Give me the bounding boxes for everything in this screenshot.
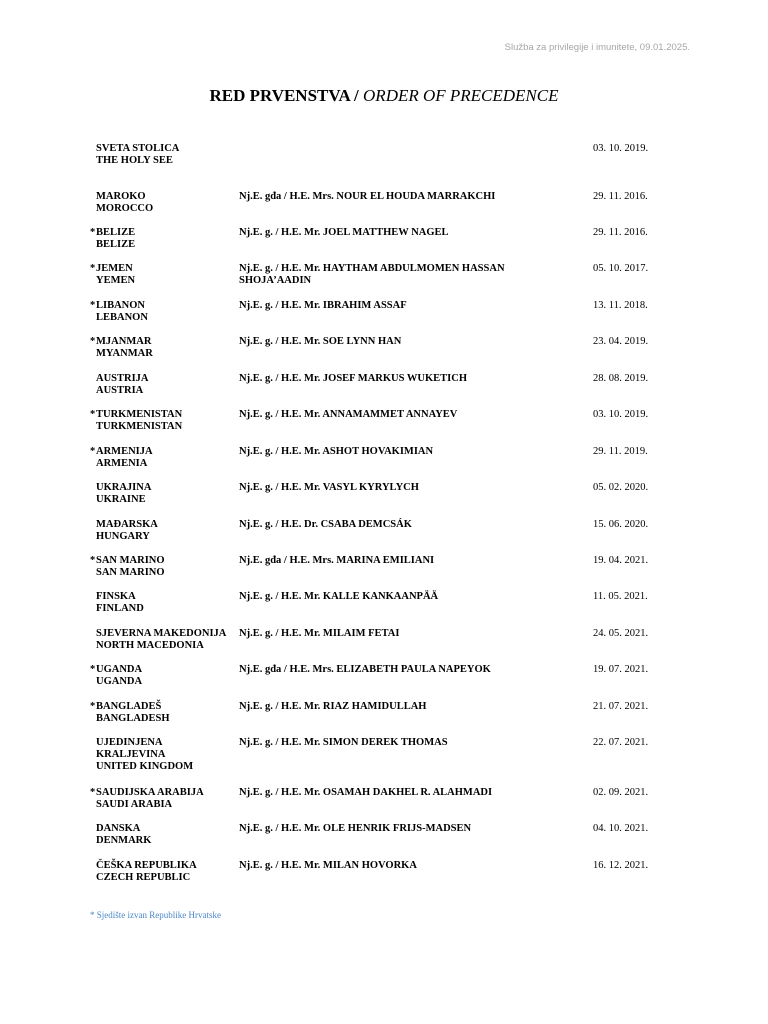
ambassador-name: Nj.E. g. / H.E. Mr. ASHOT HOVAKIMIAN (239, 446, 434, 457)
country-name-croatian (90, 519, 240, 531)
country-hr-text: BELIZE (96, 227, 136, 238)
country-name (90, 519, 240, 543)
country-hr-text: SAN MARINO (96, 555, 165, 566)
country-name-croatian (90, 300, 240, 312)
country-name-croatian (90, 191, 240, 203)
country-name-croatian (90, 227, 240, 239)
credential-date: 16. 12. 2021. (593, 860, 649, 871)
credential-date: 02. 09. 2021. (593, 787, 649, 798)
seat-abroad-marker: * (90, 300, 96, 311)
country-hr-text: FINSKA (96, 591, 136, 602)
credential-date: 03. 10. 2019. (593, 143, 649, 154)
country-name-croatian (90, 143, 240, 155)
credential-date: 29. 11. 2019. (593, 446, 648, 457)
credential-date: 13. 11. 2018. (593, 300, 648, 311)
ambassador-name: Nj.E. g. / H.E. Dr. CSABA DEMCSÁK (239, 519, 412, 530)
ambassador-name: Nj.E. g. / H.E. Mr. SIMON DEREK THOMAS (239, 737, 448, 748)
title-english: ORDER OF PRECEDENCE (363, 86, 559, 105)
credential-date: 29. 11. 2016. (593, 191, 648, 202)
country-name-croatian (90, 555, 240, 567)
country-name-croatian (90, 446, 240, 458)
ambassador-name: Nj.E. g. / H.E. Mr. MILAIM FETAI (239, 628, 400, 639)
country-name-croatian (90, 701, 240, 713)
country-name-english: BELIZE (96, 239, 136, 250)
country-name-english: LEBANON (96, 312, 148, 323)
country-hr-text: MAĐARSKA (96, 519, 158, 530)
country-hr-text: MAROKO (96, 191, 146, 202)
country-hr-text: BANGLADEŠ (96, 701, 162, 712)
ambassador-name: Nj.E. g. / H.E. Mr. IBRAHIM ASSAF (239, 300, 407, 311)
ambassador-name: Nj.E. g. / H.E. Mr. JOSEF MARKUS WUKETICH (239, 373, 468, 384)
country-name-croatian (90, 737, 240, 761)
country-name-english: MOROCCO (96, 203, 154, 214)
country-name-english: DENMARK (96, 835, 152, 846)
country-name-english: BANGLADESH (96, 713, 170, 724)
ambassador-name: Nj.E. gđa / H.E. Mrs. NOUR EL HOUDA MARRAKCHI (239, 191, 496, 202)
country-name-croatian (90, 787, 240, 799)
country-name-english: UGANDA (96, 676, 143, 687)
country-name (90, 860, 240, 884)
country-name-english: NORTH MACEDONIA (96, 640, 204, 651)
country-name-english: MYANMAR (96, 348, 153, 359)
country-name-english: HUNGARY (96, 531, 150, 542)
country-name-croatian (90, 409, 240, 421)
country-name-croatian (90, 628, 240, 640)
country-name-english: YEMEN (96, 275, 136, 286)
ambassador-name: Nj.E. g. / H.E. Mr. VASYL KYRYLYCH (239, 482, 419, 493)
country-hr-text: LIBANON (96, 300, 146, 311)
country-hr-text: SJEVERNA MAKEDONIJA (96, 628, 227, 639)
credential-date: 23. 04. 2019. (593, 336, 649, 347)
country-name-croatian (90, 482, 240, 494)
credential-date: 22. 07. 2021. (593, 737, 649, 748)
country-name-english: THE HOLY SEE (96, 155, 173, 166)
country-name-croatian (90, 336, 240, 348)
country-name-english: CZECH REPUBLIC (96, 872, 191, 883)
country-hr-text: AUSTRIJA (96, 373, 149, 384)
credential-date: 05. 02. 2020. (593, 482, 649, 493)
country-name (90, 409, 240, 433)
credential-date: 19. 07. 2021. (593, 664, 649, 675)
country-name-croatian (90, 591, 240, 603)
seat-abroad-marker: * (90, 263, 96, 274)
ambassador-name: Nj.E. gđa / H.E. Mrs. ELIZABETH PAULA NAPEYOK (239, 664, 491, 675)
country-name-english: SAN MARINO (96, 567, 165, 578)
country-hr-text: SVETA STOLICA (96, 143, 180, 154)
country-name-english: ARMENIA (96, 458, 148, 469)
ambassador-name: Nj.E. g. / H.E. Mr. OSAMAH DAKHEL R. ALAHMADI (239, 787, 493, 798)
ambassador-name: Nj.E. g. / H.E. Mr. ANNAMAMMET ANNAYEV (239, 409, 458, 420)
country-name (90, 628, 240, 652)
credential-date: 04. 10. 2021. (593, 823, 649, 834)
country-hr-text: ČEŠKA REPUBLIKA (96, 860, 197, 871)
seat-abroad-marker: * (90, 336, 96, 347)
country-name (90, 823, 240, 847)
seat-abroad-marker: * (90, 446, 96, 457)
credential-date: 15. 06. 2020. (593, 519, 649, 530)
ambassador-name: Nj.E. g. / H.E. Mr. MILAN HOVORKA (239, 860, 417, 871)
country-hr-text: SAUDIJSKA ARABIJA (96, 787, 204, 798)
credential-date: 29. 11. 2016. (593, 227, 648, 238)
country-name-english: UKRAINE (96, 494, 146, 505)
country-hr-text: UJEDINJENA KRALJEVINA (96, 737, 166, 760)
footnote: * Sjedište izvan Republike Hrvatske (90, 910, 221, 920)
credential-date: 19. 04. 2021. (593, 555, 649, 566)
country-name (90, 701, 240, 725)
country-hr-text: TURKMENISTAN (96, 409, 183, 420)
country-hr-text: MJANMAR (96, 336, 152, 347)
country-name-english: SAUDI ARABIA (96, 799, 173, 810)
title-croatian: RED PRVENSTVA / (209, 86, 364, 105)
country-name-croatian (90, 823, 240, 835)
credential-date: 28. 08. 2019. (593, 373, 649, 384)
country-name (90, 787, 240, 811)
credential-date: 24. 05. 2021. (593, 628, 649, 639)
country-name (90, 263, 240, 287)
country-name (90, 591, 240, 615)
seat-abroad-marker: * (90, 664, 96, 675)
page-title (0, 86, 768, 106)
country-hr-text: ARMENIJA (96, 446, 153, 457)
country-name (90, 482, 240, 506)
country-hr-text: UKRAJINA (96, 482, 152, 493)
country-name-croatian (90, 373, 240, 385)
country-name (90, 446, 240, 470)
country-name (90, 555, 240, 579)
ambassador-name: Nj.E. g. / H.E. Mr. HAYTHAM ABDULMOMEN HASSAN SHOJA’AADIN (239, 263, 505, 286)
country-name (90, 143, 240, 167)
ambassador-name: Nj.E. g. / H.E. Mr. OLE HENRIK FRIJS-MADSEN (239, 823, 472, 834)
page-header: Služba za privilegije i imunitete, 09.01.2025. (504, 42, 690, 53)
credential-date: 21. 07. 2021. (593, 701, 649, 712)
country-hr-text: JEMEN (96, 263, 133, 274)
credential-date: 11. 05. 2021. (593, 591, 648, 602)
country-name (90, 191, 240, 215)
credential-date: 05. 10. 2017. (593, 263, 649, 274)
seat-abroad-marker: * (90, 555, 96, 566)
seat-abroad-marker: * (90, 701, 96, 712)
country-name-croatian (90, 263, 240, 275)
country-name-croatian (90, 664, 240, 676)
ambassador-name: Nj.E. g. / H.E. Mr. RIAZ HAMIDULLAH (239, 701, 427, 712)
country-name (90, 300, 240, 324)
country-hr-text: UGANDA (96, 664, 143, 675)
ambassador-name: Nj.E. g. / H.E. Mr. KALLE KANKAANPÄÄ (239, 591, 439, 602)
country-name (90, 737, 240, 773)
country-name (90, 373, 240, 397)
country-name (90, 227, 240, 251)
ambassador-name: Nj.E. g. / H.E. Mr. JOEL MATTHEW NAGEL (239, 227, 449, 238)
country-name-croatian (90, 860, 240, 872)
country-name (90, 664, 240, 688)
ambassador-name: Nj.E. gđa / H.E. Mrs. MARINA EMILIANI (239, 555, 435, 566)
seat-abroad-marker: * (90, 787, 96, 798)
seat-abroad-marker: * (90, 227, 96, 238)
country-name (90, 336, 240, 360)
credential-date: 03. 10. 2019. (593, 409, 649, 420)
seat-abroad-marker: * (90, 409, 96, 420)
country-name-english: AUSTRIA (96, 385, 144, 396)
country-hr-text: DANSKA (96, 823, 141, 834)
country-name-english: FINLAND (96, 603, 144, 614)
country-name-english: UNITED KINGDOM (96, 761, 194, 772)
ambassador-name: Nj.E. g. / H.E. Mr. SOE LYNN HAN (239, 336, 402, 347)
country-name-english: TURKMENISTAN (96, 421, 183, 432)
